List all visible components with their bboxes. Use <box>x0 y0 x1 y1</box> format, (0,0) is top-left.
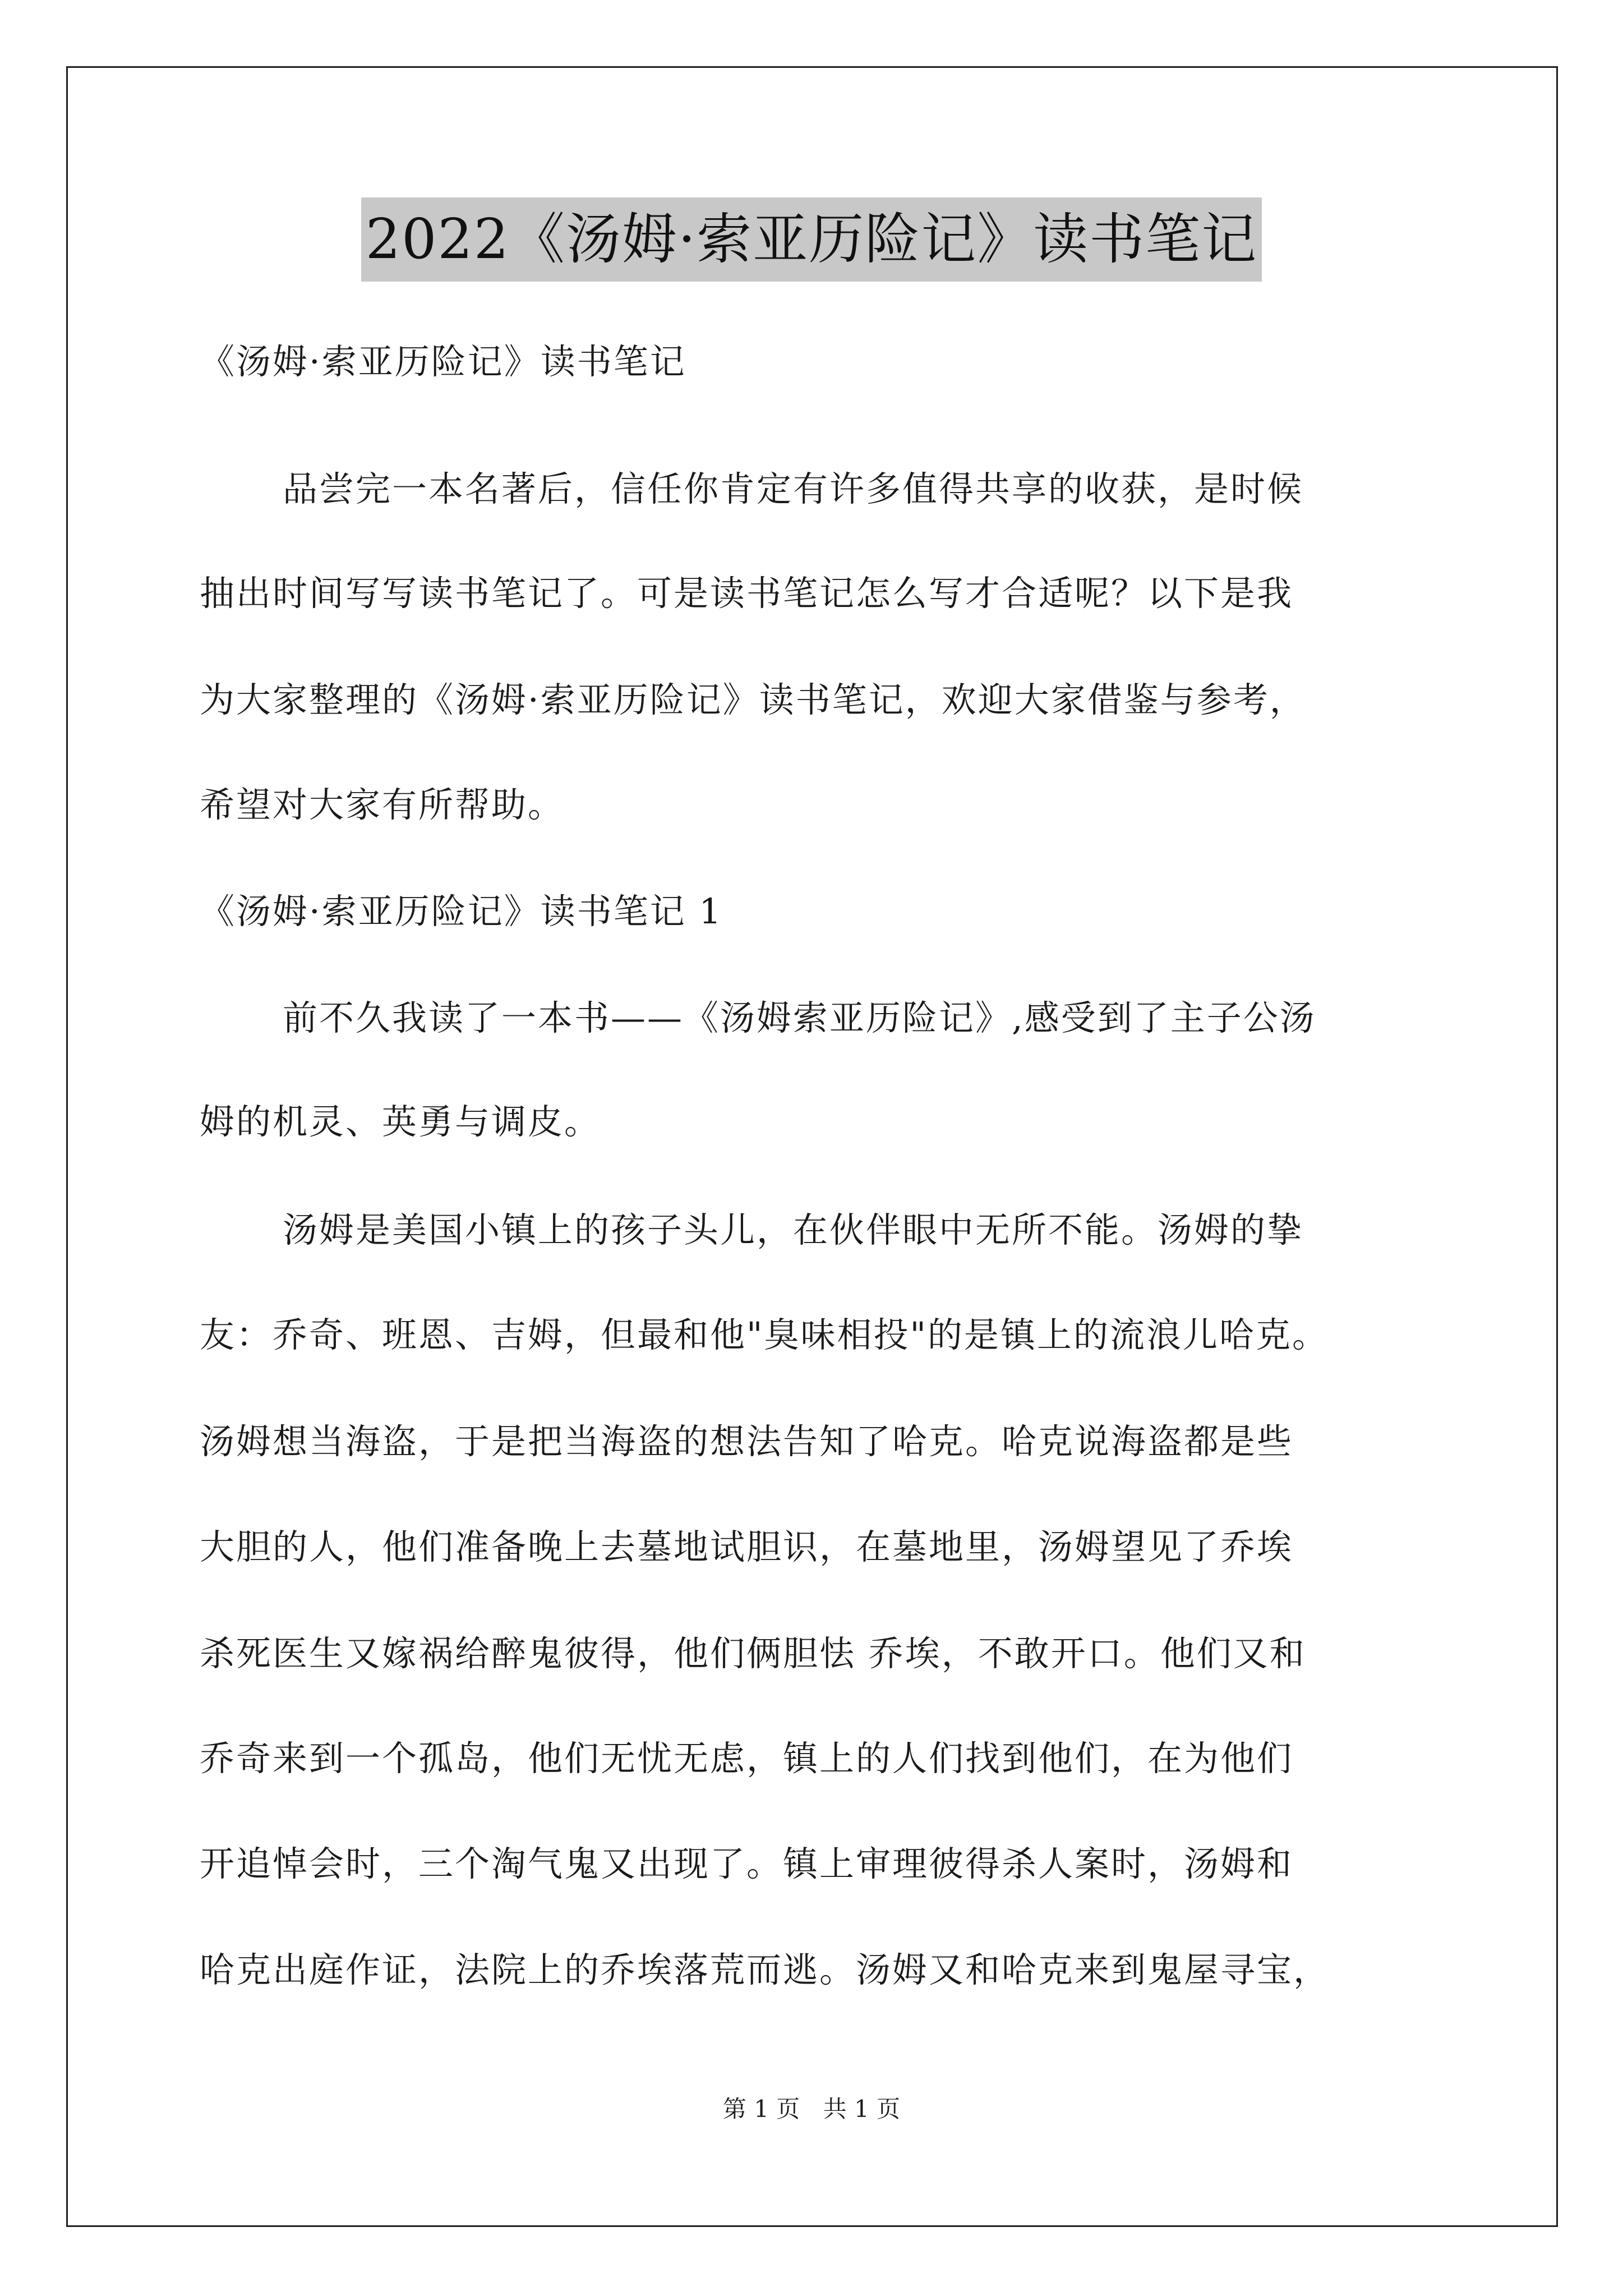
text-line: 姆的机灵、英勇与调皮。 <box>200 1101 601 1142</box>
subtitle: 《汤姆·索亚历险记》读书笔记 <box>200 341 686 382</box>
text-line: 抽出时间写写读书笔记了。可是读书笔记怎么写才合适呢？以下是我 <box>200 573 1294 614</box>
text-line: 汤姆想当海盗，于是把当海盗的想法告知了哈克。哈克说海盗都是些 <box>200 1421 1294 1462</box>
page-border <box>66 66 1558 2227</box>
section-heading: 《汤姆·索亚历险记》读书笔记 1 <box>200 891 723 932</box>
text-line: 杀死医生又嫁祸给醉鬼彼得，他们俩胆怯 乔埃，不敢开口。他们又和 <box>200 1633 1306 1674</box>
text-line: 希望对大家有所帮助。 <box>200 784 565 825</box>
text-line: 汤姆是美国小镇上的孩子头儿，在伙伴眼中无所不能。汤姆的挚 <box>283 1209 1304 1250</box>
page-number: 第 1 页 <box>722 2095 800 2123</box>
text-line: 前不久我读了一本书——《汤姆索亚历险记》,感受到了主子公汤 <box>283 997 1316 1038</box>
text-line: 哈克出庭作证，法院上的乔埃落荒而逃。汤姆又和哈克来到鬼屋寻宝， <box>200 1949 1330 1990</box>
text-line: 乔奇来到一个孤岛，他们无忧无虑，镇上的人们找到他们，在为他们 <box>200 1738 1294 1779</box>
text-line: 友：乔奇、班恩、吉姆，但最和他"臭味相投"的是镇上的流浪儿哈克。 <box>200 1314 1329 1355</box>
page-footer <box>0 2092 1623 2126</box>
title-wrap <box>0 197 1623 282</box>
text-line: 品尝完一本名著后，信任你肯定有许多值得共享的收获，是时候 <box>283 468 1304 509</box>
document-title: 2022《汤姆·索亚历险记》读书笔记 <box>361 197 1262 282</box>
page-total: 共 1 页 <box>823 2095 901 2123</box>
text-line: 开追悼会时，三个淘气鬼又出现了。镇上审理彼得杀人案时，汤姆和 <box>200 1843 1294 1884</box>
text-line: 为大家整理的《汤姆·索亚历险记》读书笔记，欢迎大家借鉴与参考， <box>200 679 1306 720</box>
text-line: 大胆的人，他们准备晚上去墓地试胆识，在墓地里，汤姆望见了乔埃 <box>200 1526 1294 1567</box>
